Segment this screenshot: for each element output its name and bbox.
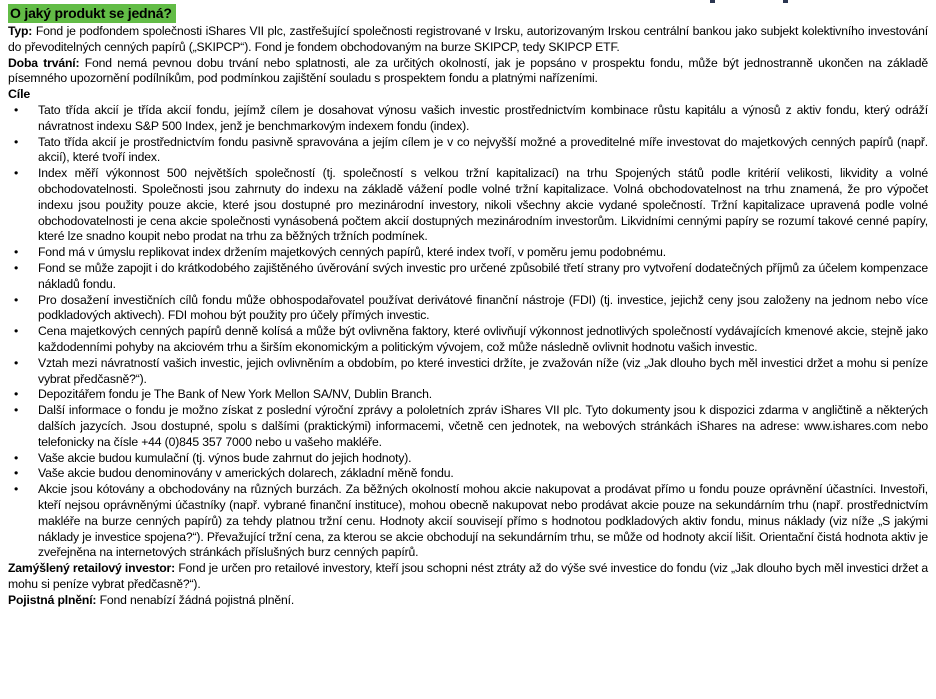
paragraph-doba-trvani-label: Doba trvání: [8, 55, 80, 70]
list-item: • Fond má v úmyslu replikovat index držením majetkových cenných papírů, které index tvoří, v poměru jemu podobnému. [8, 245, 928, 261]
objectives-heading: Cíle [8, 87, 31, 102]
paragraph-typ [8, 24, 928, 56]
list-item: • Pro dosažení investičních cílů fondu může obhospodařovatel používat derivátové finanční nástroje (FDI) (tj. investice, jejichž ceny jsou založeny na jednom nebo více podkladových aktivech). FDI mohou být použity pro účely přímých investic. [8, 293, 928, 325]
paragraph-insurance-label: Pojistná plnění: [8, 592, 97, 607]
paragraph-retail-investor [8, 561, 928, 593]
list-item: • Tato třída akcií je třída akcií fondu, jejímž cílem je dosahovat výnosu vašich investic prostřednictvím kombinace růstu kapitálu a výnosů z aktiv fondu, který odráží návratnost indexu S&P 500 Index, jenž je benchmarkovým indexem fondu (index). [8, 103, 928, 135]
list-item: • Index měří výkonnost 500 největších společností (tj. společností s velkou tržní kapitalizací) na trhu Spojených států podle kritérií velikosti, likvidity a volné obchodovatelnosti. Společnosti jsou zahrnuty do indexu na základě vážení podle volné tržní kapitalizace. Volná obchodovatelnost na trhu znamená, že pro výpočet indexu jsou použity pouze akcie, které jsou dostupné pro mezinárodní investory, nikoli všechny akcie vydané společností. Tržní kapitalizace upravená podle volné obchodovatelnosti je cena akcie společnosti vynásobená počtem akcií dostupných mezinárodním investorům. Likvidními cennými papíry se rozumí takové cenné papíry, které lze snadno koupit nebo prodat na trhu za běžných tržních podmínek. [8, 166, 928, 245]
paragraph-doba-trvani [8, 56, 928, 88]
list-item: • Cena majetkových cenných papírů denně kolísá a může být ovlivněna faktory, které ovlivňují výkonnost jednotlivých společností vydávajících kmenové akcie, stejně jako každodenními pohyby na akciovém trhu a širším ekonomickým a politickým vývojem, což může následně ovlivnit hodnotu vašich investic. [8, 324, 928, 356]
paragraph-retail-investor-label: Zamýšlený retailový investor: [8, 561, 176, 576]
paragraph-insurance-text: Fond nenabízí žádná pojistná plnění. [99, 592, 295, 607]
paragraph-typ-text: Fond je podfondem společnosti iShares VII plc, zastřešující společnosti registrované v Irsku, autorizovaným Irskou centrální bankou jako subjekt kolektivního investování do převoditelných cenných papírů („SKIPCP“). Fond je fondem obchodovaným na burze SKIPCP, tedy SKIPCP ETF. [8, 24, 928, 54]
objectives-list [8, 103, 928, 561]
paragraph-insurance [8, 593, 928, 609]
list-item: • Akcie jsou kótovány a obchodovány na různých burzách. Za běžných okolností mohou akcie nakupovat a prodávat přímo u fondu pouze oprávnění účastníci. Investoři, kteří nejsou oprávněnými účastníky (např. vybrané finanční instituce), mohou obecně nakupovat nebo prodávat akcie pouze na sekundárním trhu (např. prostřednictvím makléře na burze cenných papírů) za tehdy platnou tržní cenu. Hodnoty akcií souvisejí přímo s hodnotou podkladových aktiv fondu, minus náklady (viz níže „S jakými náklady je investice spojena?“). Převažující tržní cena, za kterou se akcie obchodují na sekundárním trhu, se může od hodnoty akcií lišit. Orientační čistá hodnota aktiv je zveřejněna na internetových stránkách příslušných burz cenných papírů. [8, 482, 928, 561]
list-item: • Depozitářem fondu je The Bank of New York Mellon SA/NV, Dublin Branch. [8, 387, 928, 403]
paragraph-doba-trvani-text: Fond nemá pevnou dobu trvání nebo splatnosti, ale za určitých okolností, jak je popsáno v prospektu fondu, může být jednostranně ukončen na základě písemného upozornění podílníkům, pod podmínkou zajištění souladu s prospektem fondu a platnými nařízeními. [8, 55, 928, 86]
list-item: • Další informace o fondu je možno získat z poslední výroční zprávy a pololetních zpráv iShares VII plc. Tyto dokumenty jsou k dispozici zdarma v angličtině a některých dalších jazycích. Jsou dostupné, spolu s dalšími (praktickými) informacemi, včetně cen jednotek, na webových stránkách iShares na adrese: www.ishares.com nebo telefonicky na čísle +44 (0)845 357 7000 nebo u vašeho makléře. [8, 403, 928, 450]
paragraph-retail-investor-text: Fond je určen pro retailové investory, kteří jsou schopni nést ztráty až do výše své investice do fondu (viz „Jak dlouho bych měl investici držet a mohu si peníze vybrat předčasně?“). [8, 561, 928, 591]
list-item: • Fond se může zapojit i do krátkodobého zajištěného úvěrování svých investic pro určené způsobilé třetí strany pro vytvoření dodatečných příjmů za účelem kompenzace nákladů fondu. [8, 261, 928, 293]
list-item: • Tato třída akcií je prostřednictvím fondu pasivně spravována a jejím cílem je v co nejvyšší možné a proveditelné míře investovat do majetkových cenných papírů (např. akcií), které tvoří index. [8, 135, 928, 167]
list-item: • Vaše akcie budou denominovány v amerických dolarech, základní měně fondu. [8, 466, 928, 482]
list-item: • Vztah mezi návratností vašich investic, jejich ovlivněním a obdobím, po které investici držíte, je zvažován níže (viz „Jak dlouho bych měl investici držet a mohu si peníze vybrat předčasně?“). [8, 356, 928, 388]
list-item: • Vaše akcie budou kumulační (tj. výnos bude zahrnut do jejich hodnoty). [8, 451, 928, 467]
section-title: O jaký produkt se jedná? [8, 4, 176, 23]
document-content [8, 2, 928, 608]
paragraph-typ-label: Typ: [8, 24, 33, 38]
